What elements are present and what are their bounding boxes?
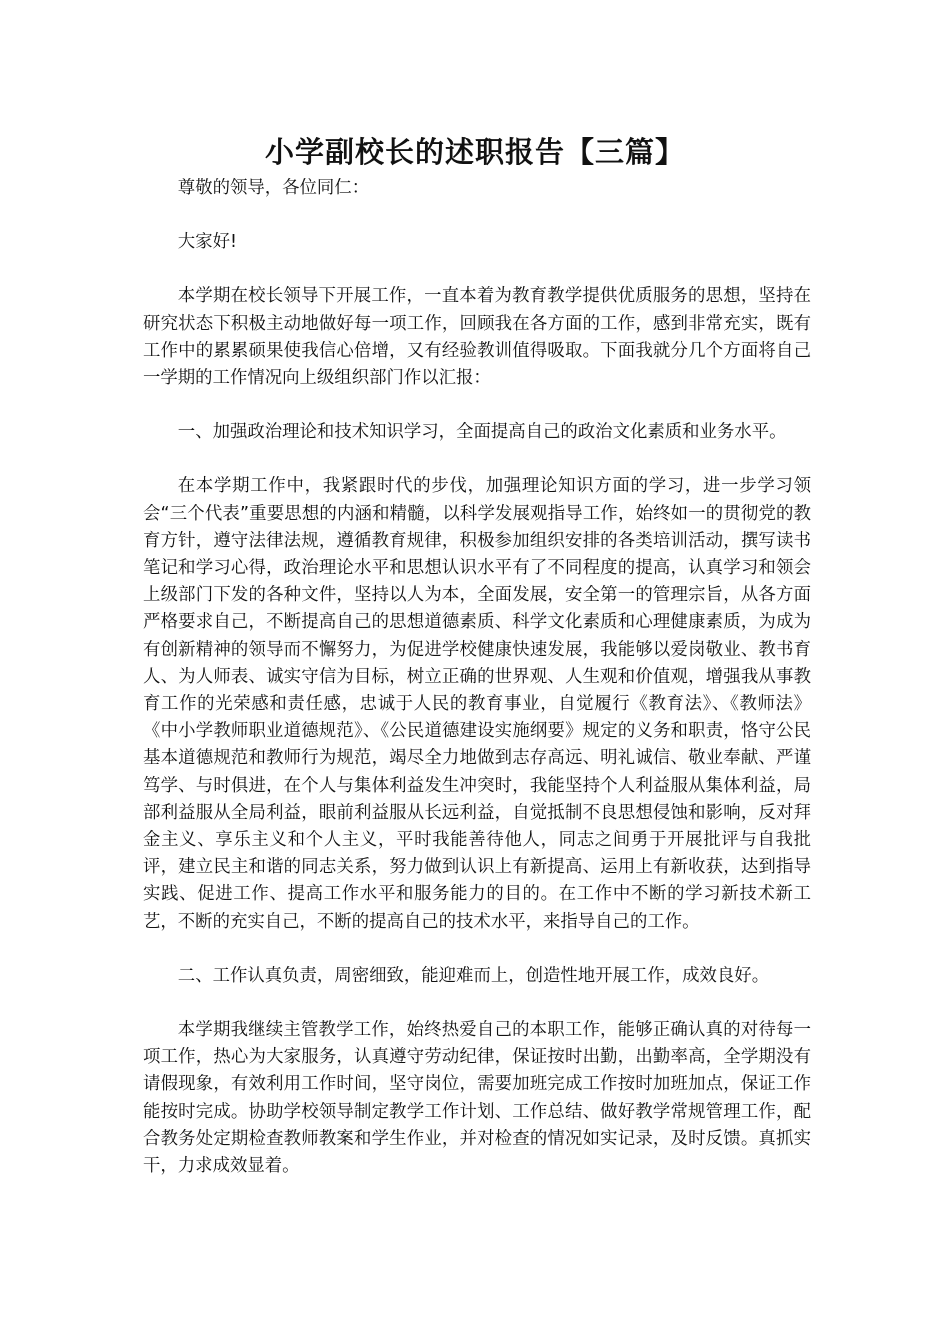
greeting: 大家好! (177, 232, 237, 253)
body-paragraph-1: 在本学期工作中，我紧跟时代的步伐，加强理论知识方面的学习，进一步学习领会“三个代表”重要思想的内涵和精髓，以科学发展观指导工作，始终如一的贯彻党的教育方针，遵守法律法规，遵循教育规律，积极参加组织安排的各类培训活动，撰写读书笔记和学习心得，政治理论水平和思想认识水平有了不同程度的提高，认真学习和领会上级部门下发的各种文件，坚持以人为本，全面发展，安全第一的管理宗旨，从各方面严格要求自己，不断提高自己的思想道德素质、科学文化素质和心理健康素质，为成为有创新精神的领导而不懈努力，为促进学校健康快速发展，我能够以爱岗敬业、教书育人、为人师表、诚实守信为目标，树立正确的世界观、人生观和价值观，增强我从事教育工作的光荣感和责任感，忠诚于人民的教育事业，自觉履行《教育法》、《教师法》《中小学教师职业道德规范》、《公民道德建设实施纲要》规定的义务和职责，恪守公民基本道德规范和教师行为规范，竭尽全力地做到志存高远、明礼诚信、敬业奉献、严谨笃学、与时俱进，在个人与集体利益发生冲突时，我能坚持个人利益服从集体利益，局部利益服从全局利益，眼前利益服从长远利益，自觉抵制不良思想侵蚀和影响，反对拜金主义、享乐主义和个人主义，平时我能善待他人，同志之间勇于开展批评与自我批评，建立民主和谐的同志关系，努力做到认识上有新提高、运用上有新收获，达到指导实践、促进工作、提高工作水平和服务能力的目的。在工作中不断的学习新技术新工艺，不断的充实自己，不断的提高自己的技术水平，来指导自己的工作。 (143, 476, 811, 932)
body-paragraph-2: 本学期我继续主管教学工作，始终热爱自己的本职工作，能够正确认真的对待每一项工作，热心为大家服务，认真遵守劳动纪律，保证按时出勤，出勤率高，全学期没有请假现象，有效利用工作时间，坚守岗位，需要加班完成工作按时加班加点，保证工作能按时完成。协助学校领导制定教学工作计划、工作总结、做好教学常规管理工作，配合教务处定期检查教师教案和学生作业，并对检查的情况如实记录，及时反馈。真抓实干，力求成效显着。 (143, 1020, 811, 1177)
section-heading-2: 二、工作认真负责，周密细致，能迎难而上，创造性地开展工作，成效良好。 (177, 965, 770, 986)
section-heading-1: 一、加强政治理论和技术知识学习，全面提高自己的政治文化素质和业务水平。 (177, 422, 787, 443)
document-body (143, 175, 811, 1180)
introduction-paragraph: 本学期在校长领导下开展工作，一直本着为教育教学提供优质服务的思想，坚持在研究状态下积极主动地做好每一项工作，回顾我在各方面的工作，感到非常充实，既有工作中的累累硕果使我信心倍增，又有经验教训值得吸取。下面我就分几个方面将自己一学期的工作情况向上级组织部门作以汇报： (143, 286, 811, 389)
document-title: 小学副校长的述职报告【三篇】 (264, 135, 685, 169)
salutation: 尊敬的领导，各位同仁： (177, 178, 370, 198)
